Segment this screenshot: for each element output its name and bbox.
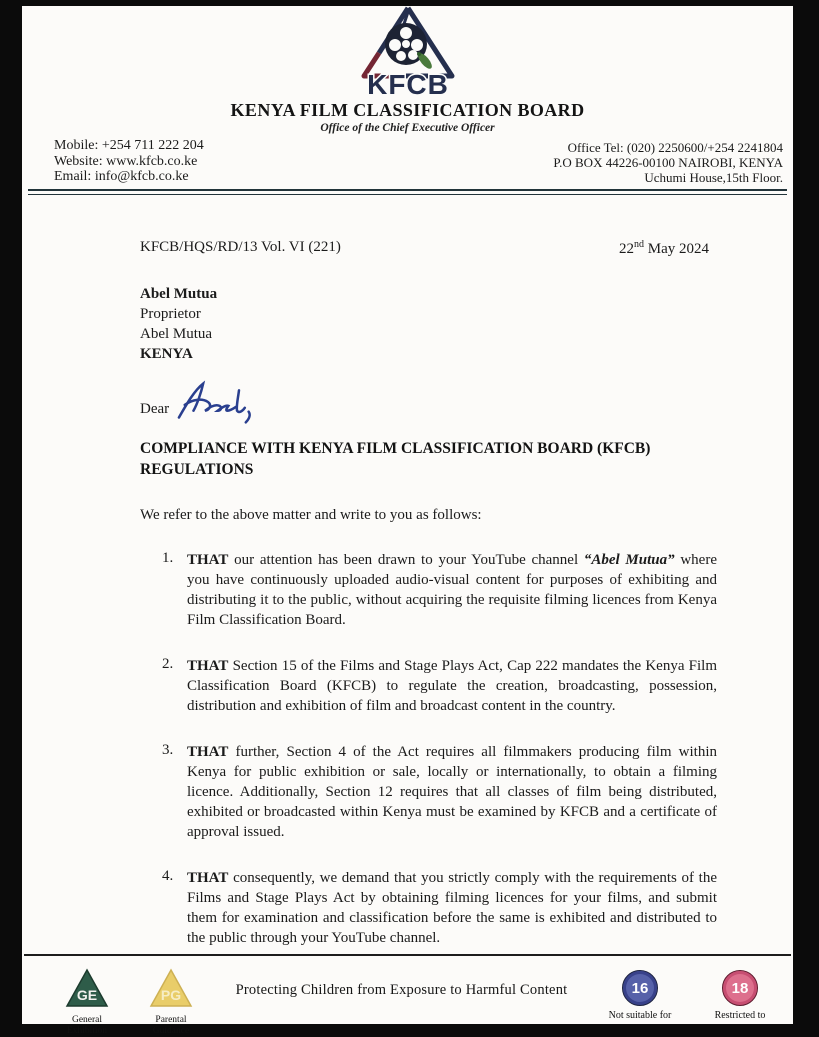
rating-18-circle-icon: 18 [722,970,758,1006]
org-name: KENYA FILM CLASSIFICATION BOARD [230,100,585,120]
salutation-word: Dear [140,400,170,417]
list-item [162,868,717,948]
intro-line: We refer to the above matter and write to you as follows: [140,506,482,523]
contacts-left [54,138,204,185]
parental-guidance-triangle-icon [149,968,193,1008]
item-number: 1. [162,549,174,566]
rating-16 [601,968,679,1021]
contact-building: Uchumi House,15th Floor. [644,169,783,185]
recipient-company: Abel Mutua [140,325,213,342]
letter-page [22,6,793,1036]
footer-tagline: Protecting Children from Exposure to Harmful Content [235,982,568,998]
rating-16-circle-icon: 16 [622,970,658,1006]
rating-pg-label: Parental Guidance [152,1015,190,1036]
item-text: THAT consequently, we demand that you strictly comply with the requirements of the Films and Stage Plays Act by obtaining filming licences for your films, and submit them for examination and classification before the same is exhibited and distributed to the public through your YouTube channel. [187,869,717,946]
footer [22,954,793,1037]
rating-16-label: Not suitable for [608,1010,672,1021]
logo-acronym: KFCB [366,69,449,100]
recipient-block [22,284,793,364]
subject-line-1: COMPLIANCE WITH KENYA FILM CLASSIFICATION BOARD (KFCB) [140,439,651,457]
list-item [162,742,717,842]
recipient-country: KENYA [140,345,193,362]
list-item [162,656,717,716]
list-item [162,550,717,630]
item-text: THAT Section 15 of the Films and Stage Plays Act, Cap 222 mandates the Kenya Film Classification Board (KFCB) to regulate the creation, broadcasting, possession, distribution and exhibition of film and broadcast content in the country. [187,657,717,714]
office-line: Office of the Chief Executive Officer [320,122,495,134]
contact-pobox: P.O BOX 44226-00100 NAIROBI, KENYA [553,154,783,170]
film-board-logo-icon [346,4,470,98]
header-contacts [22,134,793,185]
kfcb-logo [22,4,793,98]
item-number: 2. [162,655,174,672]
general-exhibition-triangle-icon [65,968,109,1008]
recipient-title: Proprietor [140,305,201,322]
contact-office-tel: Office Tel: (020) 2250600/+254 2241804 [567,139,783,155]
age-ratings [601,968,779,1021]
contacts-right [553,140,783,185]
contact-mobile: Mobile: +254 711 222 204 [54,138,204,153]
subject-line-2: REGULATIONS [140,461,254,478]
recipient-name: Abel Mutua [140,285,218,302]
rating-ge [56,968,118,1037]
reference-row [22,239,793,258]
rating-ge-label: General Exhibition [66,1015,108,1036]
subject-heading [22,438,793,481]
numbered-list [22,550,793,948]
letter-date: 22nd May 2024 [619,238,709,257]
handwritten-name-signature [177,380,269,424]
rating-18 [701,968,779,1021]
rating-18-label: Restricted to [714,1010,766,1021]
rating-pg [140,968,202,1037]
item-text: THAT our attention has been drawn to your YouTube channel “Abel Mutua” where you have continuously uploaded audio-visual content for purposes of exhibiting and distributing it to the public, without acquiring the requisite filming licences from Kenya Film Classification Board. [187,551,717,628]
contact-website: Website: www.kfcb.co.ke [54,153,198,169]
item-number: 4. [162,867,174,884]
item-text: THAT further, Section 4 of the Act requires all filmmakers producing film within Kenya for public exhibition or sale, locally or internationally, to obtain a filming licence. Additionally, Section 12 requires that all classes of film being distributed, exhibited or broadcasted within Kenya must be examined by KFCB and a certificate of approval issued. [187,743,717,840]
footer-row [22,956,793,1037]
rating-ge-code: GE [76,987,98,1003]
item-number: 3. [162,741,174,758]
header-divider [28,189,787,195]
reference-number: KFCB/HQS/RD/13 Vol. VI (221) [140,238,341,255]
salutation [22,378,793,418]
contact-email: Email: info@kfcb.co.ke [54,169,189,184]
rating-pg-code: PG [160,987,182,1003]
